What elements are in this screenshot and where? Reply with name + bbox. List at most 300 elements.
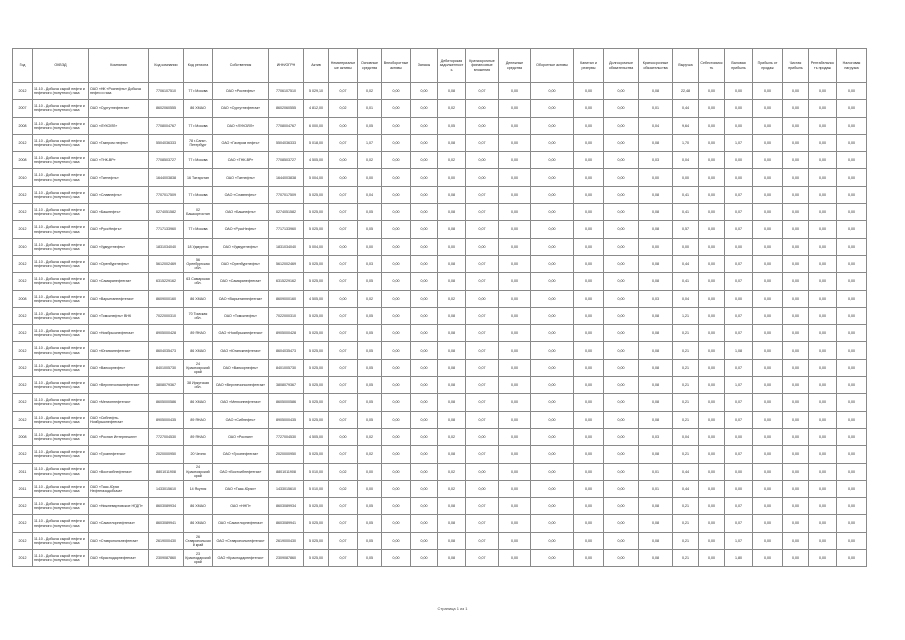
table-cell bbox=[329, 498, 358, 515]
table-cell-value: 0,08 bbox=[448, 89, 455, 94]
table-cell-value: 0,00 bbox=[792, 210, 799, 215]
table-cell-value: 0,00 bbox=[792, 313, 799, 318]
table-cell-value: 0,00 bbox=[392, 469, 400, 474]
table-cell-value: 0,08 bbox=[448, 452, 455, 457]
table-cell bbox=[837, 394, 867, 411]
table-cell-value: 0,00 bbox=[819, 538, 826, 543]
table-cell-value: 0,07 bbox=[735, 400, 742, 405]
table-cell-value: 0,00 bbox=[617, 192, 625, 197]
table-cell bbox=[411, 480, 438, 497]
table-cell bbox=[753, 550, 783, 567]
table-cell bbox=[499, 480, 531, 497]
table-cell bbox=[149, 532, 184, 549]
table-cell-value: 0,00 bbox=[792, 123, 799, 128]
table-cell-value: 0,00 bbox=[420, 279, 428, 284]
table-cell bbox=[213, 255, 269, 272]
table-cell-value: 0,07 bbox=[478, 348, 486, 353]
table-cell-value: 0,07 bbox=[735, 331, 742, 336]
table-cell bbox=[753, 463, 783, 480]
table-cell bbox=[213, 377, 269, 394]
table-cell-value: 0,00 bbox=[420, 123, 428, 128]
table-cell-value: 0,00 bbox=[764, 192, 771, 197]
table-cell-value: 0,00 bbox=[819, 556, 826, 561]
table-cell bbox=[411, 498, 438, 515]
table-cell-value: 0,02 bbox=[366, 296, 373, 301]
report-table-container bbox=[12, 48, 866, 567]
table-cell-value: 0,07 bbox=[735, 210, 742, 215]
table-cell bbox=[358, 83, 382, 100]
table-cell bbox=[673, 117, 699, 134]
table-cell-value: 0,00 bbox=[585, 279, 592, 284]
table-cell-value: 2020000950 bbox=[156, 452, 176, 457]
table-cell bbox=[753, 325, 783, 342]
table-cell-value: 1,70 bbox=[682, 140, 689, 145]
table-cell-value: 0,00 bbox=[848, 538, 855, 543]
table-cell bbox=[531, 186, 574, 203]
table-cell-value: 0,00 bbox=[420, 106, 428, 111]
table-cell bbox=[304, 255, 329, 272]
table-cell-value: ОАО «ЛУКОЙЛ» bbox=[90, 123, 118, 128]
table-cell bbox=[184, 221, 213, 238]
table-cell-value: 0,07 bbox=[478, 227, 486, 232]
table-cell bbox=[33, 186, 89, 203]
table-cell-value: 2010 bbox=[18, 244, 27, 249]
table-cell-value: 0,00 bbox=[792, 417, 799, 422]
table-cell-value: 77 г.Москва bbox=[188, 123, 208, 128]
table-cell-value: 0,01 bbox=[652, 469, 659, 474]
table-cell-value: 0,00 bbox=[735, 434, 742, 439]
table-cell bbox=[783, 446, 809, 463]
table-cell bbox=[304, 204, 329, 221]
table-row bbox=[13, 221, 867, 238]
table-cell-value: 0,00 bbox=[764, 417, 771, 422]
table-cell-value: 0,00 bbox=[420, 296, 428, 301]
table-cell bbox=[837, 463, 867, 480]
column-header bbox=[304, 49, 329, 83]
table-cell bbox=[438, 221, 466, 238]
table-cell-value: 2012 bbox=[18, 538, 27, 543]
table-cell-value: 11.10 - Добыча сырой нефти и нефтяного (попутного) газа bbox=[34, 519, 85, 528]
table-cell-value: 0,07 bbox=[339, 400, 347, 405]
table-cell-value: 0,00 bbox=[792, 89, 799, 94]
table-cell bbox=[753, 498, 783, 515]
table-cell-value: 0,00 bbox=[548, 504, 556, 509]
table-row bbox=[13, 377, 867, 394]
table-cell bbox=[604, 169, 639, 186]
table-cell bbox=[411, 290, 438, 307]
table-cell bbox=[358, 152, 382, 169]
table-cell bbox=[604, 359, 639, 376]
table-cell-value: 0,00 bbox=[764, 106, 771, 111]
table-cell-value: 0,00 bbox=[708, 556, 715, 561]
table-cell-value: 0,00 bbox=[585, 244, 592, 249]
column-header-label: Краткосрочные финансовые вложения bbox=[469, 59, 495, 72]
table-cell bbox=[466, 273, 499, 290]
table-cell bbox=[699, 480, 725, 497]
table-cell bbox=[753, 480, 783, 497]
table-cell bbox=[753, 377, 783, 394]
table-cell bbox=[837, 428, 867, 445]
table-cell bbox=[604, 117, 639, 134]
table-cell-value: 11.10 - Добыча сырой нефти и нефтяного (попутного) газа bbox=[34, 208, 85, 217]
table-cell-value: 0,00 bbox=[366, 175, 373, 180]
table-cell bbox=[13, 532, 33, 549]
table-cell-value: 0,00 bbox=[848, 400, 855, 405]
column-header bbox=[639, 49, 673, 83]
table-cell-value: 0,00 bbox=[511, 504, 518, 509]
table-cell bbox=[411, 255, 438, 272]
table-cell-value: 6315229162 bbox=[276, 279, 296, 284]
table-cell bbox=[269, 221, 304, 238]
table-cell bbox=[213, 342, 269, 359]
table-cell bbox=[89, 238, 149, 255]
table-cell-value: 0,00 bbox=[819, 434, 826, 439]
table-cell bbox=[499, 169, 531, 186]
table-cell-value: 0,00 bbox=[366, 486, 373, 491]
table-cell bbox=[184, 290, 213, 307]
table-cell-value: 0,00 bbox=[420, 175, 428, 180]
table-cell bbox=[358, 169, 382, 186]
table-cell bbox=[13, 515, 33, 532]
table-cell bbox=[837, 100, 867, 117]
table-cell-value: ОАО «Роспан» bbox=[228, 434, 253, 439]
table-cell-value: 0,00 bbox=[764, 538, 771, 543]
table-cell bbox=[382, 515, 411, 532]
table-cell bbox=[33, 290, 89, 307]
table-cell-value: 1,07 bbox=[735, 140, 742, 145]
table-cell-value: 0,07 bbox=[478, 365, 486, 370]
table-cell bbox=[89, 342, 149, 359]
table-cell bbox=[213, 100, 269, 117]
table-cell bbox=[269, 463, 304, 480]
table-cell bbox=[725, 307, 753, 324]
table-cell bbox=[269, 446, 304, 463]
table-cell bbox=[33, 532, 89, 549]
table-cell-value: ОАО «Таас-Юрях» bbox=[224, 486, 257, 491]
table-cell-value: 0,03 bbox=[652, 158, 659, 163]
table-cell-value: 0,00 bbox=[652, 244, 659, 249]
table-cell bbox=[382, 204, 411, 221]
table-cell-value: 0,00 bbox=[764, 521, 771, 526]
table-cell-value: 0,00 bbox=[420, 417, 428, 422]
table-cell-value: 0,07 bbox=[339, 556, 347, 561]
table-cell bbox=[184, 325, 213, 342]
table-cell-value: 0,44 bbox=[682, 106, 689, 111]
table-cell bbox=[382, 221, 411, 238]
table-cell bbox=[639, 100, 673, 117]
table-cell bbox=[574, 342, 604, 359]
table-cell bbox=[438, 498, 466, 515]
table-cell-value: 63 Самарская обл. bbox=[186, 277, 210, 286]
table-cell bbox=[725, 515, 753, 532]
table-cell bbox=[438, 255, 466, 272]
table-cell-value: 0,04 bbox=[366, 192, 373, 197]
table-cell-value: 0,02 bbox=[339, 469, 347, 474]
table-cell bbox=[673, 550, 699, 567]
table-cell bbox=[213, 152, 269, 169]
table-cell bbox=[673, 83, 699, 100]
table-cell bbox=[639, 169, 673, 186]
table-cell-value: 0,00 bbox=[764, 244, 771, 249]
table-cell bbox=[531, 255, 574, 272]
table-cell-value: 5 025,00 bbox=[309, 417, 323, 422]
table-cell bbox=[382, 377, 411, 394]
table-cell-value: 0,00 bbox=[819, 296, 826, 301]
table-cell bbox=[382, 152, 411, 169]
table-cell-value: 0,00 bbox=[819, 158, 826, 163]
table-cell bbox=[753, 169, 783, 186]
table-cell bbox=[411, 273, 438, 290]
table-cell-value: 5 025,00 bbox=[309, 538, 323, 543]
table-cell bbox=[213, 134, 269, 151]
table-cell bbox=[753, 428, 783, 445]
table-cell bbox=[438, 273, 466, 290]
table-cell bbox=[837, 290, 867, 307]
table-cell-value: 0,00 bbox=[548, 227, 556, 232]
table-cell-value: 0,07 bbox=[339, 262, 347, 267]
table-cell bbox=[699, 255, 725, 272]
table-cell bbox=[411, 377, 438, 394]
table-cell bbox=[574, 515, 604, 532]
table-cell bbox=[574, 377, 604, 394]
table-cell-value: 2012 bbox=[18, 279, 27, 284]
table-cell bbox=[329, 325, 358, 342]
table-cell bbox=[809, 480, 837, 497]
table-cell-value: 0,00 bbox=[339, 296, 347, 301]
column-header-label: Краткосрочные обязательства bbox=[642, 61, 669, 70]
table-cell bbox=[33, 377, 89, 394]
table-cell bbox=[184, 550, 213, 567]
table-cell bbox=[837, 169, 867, 186]
table-cell bbox=[466, 325, 499, 342]
table-cell-value: 0,07 bbox=[735, 417, 742, 422]
table-cell-value: 0,08 bbox=[448, 140, 455, 145]
table-cell-value: 0,00 bbox=[792, 400, 799, 405]
table-cell-value: 0,08 bbox=[652, 227, 659, 232]
table-cell bbox=[358, 117, 382, 134]
table-cell-value: 7022000310 bbox=[156, 313, 176, 318]
table-cell bbox=[783, 152, 809, 169]
table-cell-value: 0,00 bbox=[708, 383, 715, 388]
table-cell-value: 0,00 bbox=[708, 348, 715, 353]
table-cell-value: 0,21 bbox=[682, 452, 689, 457]
table-cell-value: 0,21 bbox=[682, 521, 689, 526]
table-cell bbox=[699, 342, 725, 359]
table-header-row bbox=[13, 49, 867, 83]
table-row bbox=[13, 394, 867, 411]
table-cell bbox=[329, 359, 358, 376]
table-cell bbox=[269, 204, 304, 221]
table-cell-value: 0,08 bbox=[652, 331, 659, 336]
table-cell bbox=[837, 411, 867, 428]
table-row bbox=[13, 117, 867, 134]
table-cell-value: 0,05 bbox=[366, 331, 373, 336]
table-cell-value: ОАО «Краснодарнефтегаз» bbox=[217, 556, 264, 561]
table-cell-value: 0,44 bbox=[682, 262, 689, 267]
table-cell-value: 0,00 bbox=[617, 400, 625, 405]
table-cell bbox=[531, 152, 574, 169]
table-cell bbox=[639, 204, 673, 221]
table-cell bbox=[837, 134, 867, 151]
table-cell-value: 0,07 bbox=[339, 331, 347, 336]
table-cell-value: ОАО «Самаранефтегаз» bbox=[219, 279, 262, 284]
table-cell-value: 0,08 bbox=[652, 210, 659, 215]
table-cell-value: 0,05 bbox=[366, 383, 373, 388]
table-cell-value: 11.10 - Добыча сырой нефти и нефтяного (попутного) газа bbox=[34, 398, 85, 407]
table-cell bbox=[725, 342, 753, 359]
table-cell-value: 0,00 bbox=[848, 331, 855, 336]
table-cell bbox=[33, 515, 89, 532]
table-cell bbox=[213, 238, 269, 255]
table-cell-value: 0,00 bbox=[848, 123, 855, 128]
table-cell bbox=[639, 238, 673, 255]
table-cell-value: 0,00 bbox=[511, 452, 518, 457]
column-header bbox=[837, 49, 867, 83]
table-row bbox=[13, 480, 867, 497]
table-cell-value: 0,08 bbox=[652, 556, 659, 561]
column-header-label: Налоговая нагрузка bbox=[842, 61, 861, 70]
table-cell-value: 0,07 bbox=[735, 452, 742, 457]
table-cell bbox=[304, 134, 329, 151]
table-cell-value: 0,00 bbox=[585, 348, 592, 353]
table-cell bbox=[304, 394, 329, 411]
table-cell bbox=[13, 359, 33, 376]
table-cell bbox=[639, 255, 673, 272]
table-cell bbox=[269, 550, 304, 567]
table-cell-value: 7708503727 bbox=[276, 158, 296, 163]
table-cell bbox=[269, 342, 304, 359]
table-cell-value: 0,07 bbox=[339, 140, 347, 145]
table-cell-value: 8401005730 bbox=[156, 365, 176, 370]
table-cell-value: 11.10 - Добыча сырой нефти и нефтяного (попутного) газа bbox=[34, 553, 85, 563]
column-header-label: ОКВЭД bbox=[54, 63, 67, 68]
table-cell bbox=[725, 411, 753, 428]
table-cell bbox=[382, 100, 411, 117]
table-cell-value: 0,00 bbox=[511, 227, 518, 232]
table-cell-value: 0,08 bbox=[448, 331, 455, 336]
table-cell bbox=[574, 134, 604, 151]
table-cell-value: 7708004767 bbox=[156, 123, 176, 128]
table-cell-value: 8905000428 bbox=[276, 331, 296, 336]
table-cell-value: 5 025,00 bbox=[309, 313, 323, 318]
table-cell-value: 0,00 bbox=[708, 538, 715, 543]
table-cell-value: 0,08 bbox=[652, 400, 659, 405]
table-cell-value: 8603089941 bbox=[276, 521, 296, 526]
column-header bbox=[725, 49, 753, 83]
table-cell-value: 0,00 bbox=[548, 469, 556, 474]
column-header-label: Долгосрочные обязательства bbox=[608, 61, 634, 70]
table-cell bbox=[809, 117, 837, 134]
table-cell-value: 0,00 bbox=[392, 538, 400, 543]
table-cell bbox=[304, 325, 329, 342]
table-cell-value: 1831034040 bbox=[276, 244, 296, 249]
table-cell bbox=[466, 446, 499, 463]
table-cell bbox=[499, 394, 531, 411]
table-cell-value: 0,00 bbox=[392, 313, 400, 318]
table-cell-value: 0,00 bbox=[548, 383, 556, 388]
table-cell bbox=[358, 428, 382, 445]
table-cell-value: 0,00 bbox=[392, 158, 400, 163]
table-cell bbox=[574, 411, 604, 428]
table-cell bbox=[531, 377, 574, 394]
table-cell-value: 0,00 bbox=[511, 296, 518, 301]
table-cell bbox=[438, 342, 466, 359]
table-cell-value: 0,00 bbox=[764, 89, 771, 94]
table-cell bbox=[725, 394, 753, 411]
table-cell-value: 0,41 bbox=[682, 279, 689, 284]
table-cell bbox=[411, 221, 438, 238]
table-cell-value: ОАО «Самаранефтегаз» bbox=[90, 279, 132, 284]
table-cell-value: 5504036333 bbox=[276, 140, 296, 145]
table-cell-value: 0,00 bbox=[708, 365, 715, 370]
table-cell-value: 0,00 bbox=[420, 486, 428, 491]
table-cell-value: 6 000,00 bbox=[309, 123, 323, 128]
table-cell bbox=[466, 377, 499, 394]
table-row bbox=[13, 273, 867, 290]
table-cell bbox=[329, 255, 358, 272]
table-cell bbox=[329, 221, 358, 238]
table-cell-value: 0,00 bbox=[339, 175, 347, 180]
table-cell bbox=[382, 342, 411, 359]
table-cell bbox=[33, 480, 89, 497]
table-cell bbox=[358, 134, 382, 151]
table-cell-value: 0,00 bbox=[339, 434, 347, 439]
table-cell bbox=[809, 550, 837, 567]
table-cell-value: 11.10 - Добыча сырой нефти и нефтяного (попутного) газа bbox=[34, 450, 85, 459]
table-cell-value: 2012 bbox=[18, 262, 27, 267]
table-cell-value: 0,00 bbox=[848, 417, 855, 422]
column-header-label: Код компании bbox=[154, 63, 178, 68]
table-cell-value: 0,00 bbox=[448, 175, 455, 180]
table-cell-value: 0,00 bbox=[511, 538, 518, 543]
table-cell bbox=[213, 498, 269, 515]
table-cell bbox=[269, 394, 304, 411]
table-cell bbox=[499, 342, 531, 359]
table-cell bbox=[673, 273, 699, 290]
table-cell bbox=[531, 117, 574, 134]
table-cell bbox=[604, 152, 639, 169]
table-cell-value: 0,00 bbox=[764, 452, 771, 457]
table-cell bbox=[358, 532, 382, 549]
column-header bbox=[499, 49, 531, 83]
table-cell-value: 8609000160 bbox=[156, 296, 176, 301]
table-cell-value: 0,07 bbox=[339, 192, 347, 197]
table-cell-value: 0,08 bbox=[448, 262, 455, 267]
table-cell bbox=[13, 169, 33, 186]
table-cell bbox=[673, 169, 699, 186]
table-cell-value: 0,00 bbox=[511, 400, 518, 405]
table-cell bbox=[89, 186, 149, 203]
table-cell-value: ОАО «Нижневартовское НГДП» bbox=[90, 504, 143, 509]
table-cell-value: 0,00 bbox=[392, 279, 400, 284]
table-cell bbox=[438, 359, 466, 376]
table-cell bbox=[89, 377, 149, 394]
table-cell bbox=[89, 463, 149, 480]
table-cell-value: 0,00 bbox=[420, 89, 428, 94]
table-cell-value: ОАО «Сургутнефтегаз» bbox=[90, 106, 130, 111]
table-cell bbox=[809, 515, 837, 532]
table-cell bbox=[13, 255, 33, 272]
table-cell bbox=[184, 134, 213, 151]
table-cell-value: 0,00 bbox=[792, 452, 799, 457]
table-cell-value: 0,00 bbox=[511, 556, 518, 561]
table-cell bbox=[213, 117, 269, 134]
table-cell-value: 0,00 bbox=[548, 365, 556, 370]
table-cell-value: ОАО «Ставропольнефтегаз» bbox=[216, 538, 265, 543]
table-cell-value: 5 018,00 bbox=[309, 140, 323, 145]
table-cell-value: 7022000310 bbox=[276, 313, 296, 318]
table-cell-value: 11.10 - Добыча сырой нефти и нефтяного (попутного) газа bbox=[34, 190, 85, 199]
